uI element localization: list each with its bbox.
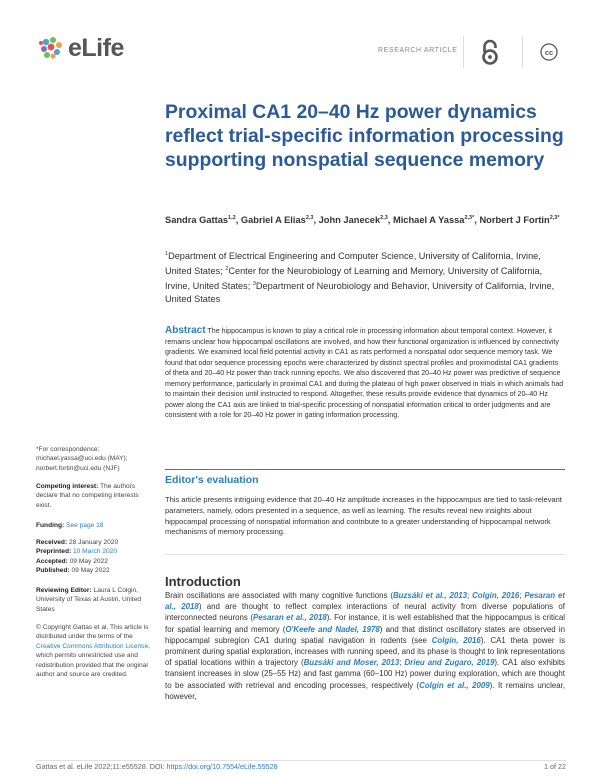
author-affiliation-marker: 2,3*: [464, 215, 475, 221]
preprinted-label: Preprinted:: [36, 548, 72, 556]
introduction-text-segment: ) and that distinct oscillatory states are observed in hippocampal subregion CA1 during spatial navigation in rodents (see: [165, 624, 566, 645]
author-affiliation-marker: 2,3: [380, 215, 388, 221]
editors-evaluation-rule: [165, 469, 565, 470]
reviewing-editor-label: Reviewing Editor:: [36, 587, 92, 594]
citation-link[interactable]: Buzsáki and Moser, 2013: [303, 658, 400, 668]
copyright-text: © Copyright Gattas et al. This article is distributed under the terms of the: [36, 624, 149, 641]
elife-logo-icon: [36, 33, 66, 63]
header-divider: [522, 36, 523, 68]
introduction-text-segment: ). CA1 theta power is prominent during spatial exploration, increases with running speed, and its phase is thought to link representations of spatial locations within a trajectory (: [165, 635, 566, 668]
editors-evaluation-heading: Editor's evaluation: [165, 474, 259, 486]
correspondence-label: *For correspondence:: [36, 446, 100, 453]
author-affiliation-marker: 2,3: [305, 215, 314, 221]
competing-interest-text: The authors declare that no competing interests exist.: [36, 483, 139, 509]
open-access-icon[interactable]: [479, 38, 501, 66]
accepted-date: 09 May 2022: [69, 557, 108, 565]
citation-link[interactable]: Buzsáki et al., 2013: [392, 591, 468, 600]
introduction-text-segment: ). It remains unclear, however,: [165, 680, 566, 701]
correspondence: [36, 445, 154, 473]
published-label: Published:: [36, 567, 70, 575]
citation-link[interactable]: Pesaran et al., 2018: [252, 613, 327, 623]
citation-link[interactable]: Pesaran et al., 2018: [165, 591, 566, 612]
received-label: Received:: [36, 539, 68, 546]
reviewing-editor: [36, 586, 154, 614]
accepted-label: Accepted:: [36, 557, 68, 565]
elife-logo[interactable]: [36, 34, 146, 62]
author-name: Gabriel A Elias: [240, 215, 306, 226]
author-affiliation-marker: 1,2: [228, 215, 236, 221]
introduction-heading: Introduction: [165, 574, 241, 589]
footer-citation-text: Gattas et al. eLife 2022;11:e55528. DOI:: [36, 762, 167, 771]
author-name: Sandra Gattas: [165, 215, 229, 226]
license-link[interactable]: Creative Commons Attribution License: [36, 642, 149, 650]
preprinted-date[interactable]: 10 March 2020: [73, 548, 118, 556]
author-name: John Janecek: [318, 215, 381, 226]
author-name: Michael A Yassa: [392, 215, 465, 226]
copyright: [36, 623, 154, 679]
editors-evaluation-text: This article presents intriguing evidence that 20–40 Hz amplitude increases in the hippocampus are tied to task-relevant parameters, namely, odors presented in a sequence, as well as learning. The results reveal new insights about hippocampal processing of nonspatial information and contribute to a greater understanding of hippocampal network mechanisms of memory processing.: [165, 495, 562, 537]
cc-icon-text: cc: [544, 47, 554, 57]
reviewing-editor-text: Laura L Colgin, University of Texas at Austin, United States: [36, 587, 142, 613]
doi-link[interactable]: https://doi.org/10.7554/eLife.55528: [166, 762, 278, 771]
funding-link[interactable]: See page 18: [66, 522, 104, 529]
introduction-text-segment: ). CA1 also exhibits transient increases in slow (25–55 Hz) and fast gamma (60–100 Hz) power during exploration, which are thought to be associated with retrieval and encoding processes, respectively (: [165, 658, 566, 690]
creative-commons-icon[interactable]: [540, 43, 558, 61]
footer-rule: [36, 760, 566, 761]
affiliation-text: Department of Electrical Engineering and Computer Science, University of California, Irvine, United States;: [165, 251, 541, 277]
citation-link[interactable]: Drieu and Zugaro, 2019: [404, 658, 495, 668]
received-date: 28 January 2020: [69, 539, 119, 546]
funding-label: Funding:: [36, 522, 65, 529]
introduction-text-segment: ) and are thought to reflect complex interactions of neural activity from diverse populations of interconnected neurons (: [165, 602, 565, 623]
published-date: 09 May 2022: [71, 567, 110, 575]
affiliation-marker: 1: [165, 251, 169, 257]
abstract-heading: Abstract: [165, 325, 206, 336]
article-title: Proximal CA1 20–40 Hz power dynamics reflect trial-specific information processing supporting nonspatial sequence memory: [165, 101, 564, 171]
author-name: Norbert J Fortin: [479, 215, 550, 226]
introduction-text-segment: ;: [519, 591, 525, 600]
author-list: Sandra Gattas$^{1,2}$, Gabriel A Elias$^{2,3}$, John Janecek$^{2,3}$, Michael A Yassa$^{2,3*}$, Norbert J Fortin$^{2,3*}$: [165, 215, 560, 226]
abstract: [165, 326, 565, 421]
citation-link[interactable]: Colgin, 2016: [472, 591, 520, 600]
affiliations: [165, 248, 565, 306]
citation-link[interactable]: Colgin, 2016: [431, 635, 481, 645]
citation-link[interactable]: O'Keefe and Nadel, 1978: [285, 624, 380, 634]
funding: [36, 521, 154, 530]
copyright-text-end: , which permits unrestricted use and redistribution provided that the original author and source are credited.: [36, 642, 150, 679]
affiliation-marker: 3: [252, 281, 256, 288]
abstract-text: The hippocampus is known to play a critical role in processing information about temporal context. However, it remains unclear how hippocampal oscillations are involved, and how their functional organization is influenced by connectivity gradients. We examined local field potential activity in CA1 as rats performed a nonspatial odor sequence memory task. We found that odor sequence processing epochs were characterized by distinct spectral profiles and proximodistal CA1 gradients of theta and 20–40 Hz power than track running epochs. We also discovered that 20–40 Hz power was predictive of sequence memory performance, particularly in proximal CA1 and during the plateau of high power observed in trials in which animals had to maintain their decision until instructed to respond. Altogether, these results provide evidence that dynamics of 20–40 Hz power along the CA1 axis are linked to trial-specific processing of nonspatial information critical to order judgments and are consistent with a role for 20–40 Hz power in gating information processing.: [165, 327, 564, 419]
article-type-label: RESEARCH ARTICLE: [378, 47, 458, 54]
affiliation-marker: 2: [225, 266, 229, 273]
page-number: 1 of 22: [544, 762, 566, 771]
section-divider: [165, 554, 565, 555]
introduction-text-segment: ;: [467, 591, 473, 600]
introduction-text: [165, 590, 565, 702]
affiliation-text: Department of Neurobiology and Behavior, University of California, Irvine, United States: [165, 281, 555, 305]
introduction-text-segment: ). For instance, it is well established that the hippocampus is critical for spatial learning and memory (: [165, 613, 565, 634]
dates: [36, 538, 154, 576]
competing-interest-label: Competing interest:: [36, 483, 99, 490]
correspondence-email-2[interactable]: norbert.fortin@uci.edu (NJF): [36, 464, 120, 472]
elife-logo-text: eLife: [68, 33, 124, 62]
introduction-text-segment: Brain oscillations are associated with many cognitive functions (: [165, 591, 393, 600]
affiliation-text: Center for the Neurobiology of Learning and Memory, University of California, Irvine, United States;: [165, 266, 543, 292]
footer-citation: [36, 762, 278, 771]
introduction-text-segment: ;: [399, 658, 405, 668]
citation-link[interactable]: Colgin et al., 2009: [419, 680, 490, 690]
competing-interest: [36, 482, 154, 510]
correspondence-email-1[interactable]: michael.yassa@uci.edu (MAY);: [36, 455, 128, 463]
header-divider: [463, 36, 464, 68]
author-affiliation-marker: 2,3*: [549, 215, 560, 221]
